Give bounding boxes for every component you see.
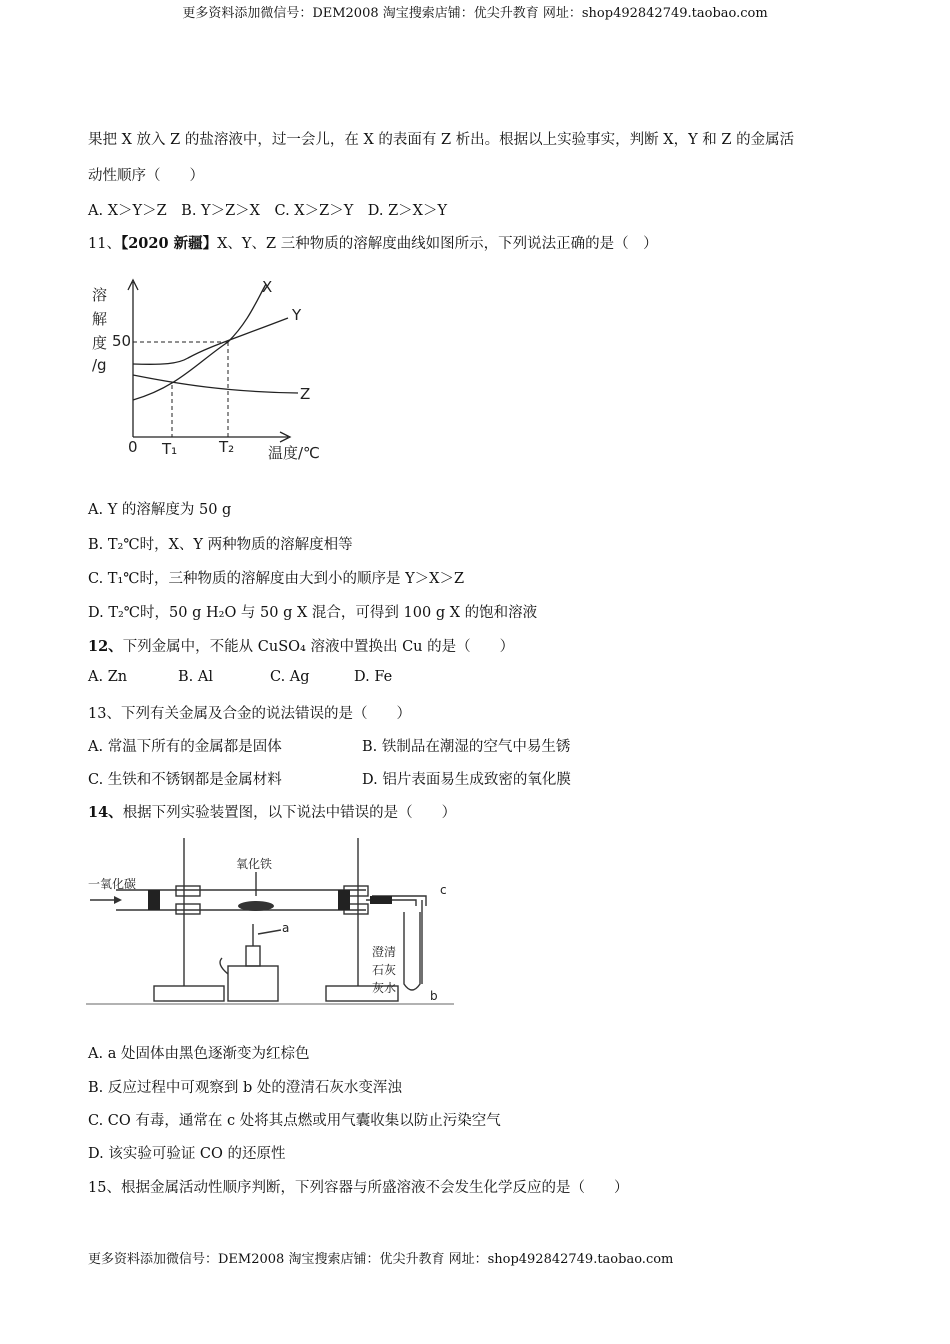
q12-number: 12、 (88, 638, 123, 655)
q14-option-a: A. a 处固体由黑色逐渐变为红棕色 (88, 1046, 310, 1062)
label-co: 一氧化碳 (88, 877, 137, 891)
label-c: c (440, 883, 447, 897)
connector (370, 896, 392, 904)
q10-options: A. X＞Y＞Z B. Y＞Z＞X C. X＞Z＞Y D. Z＞X＞Y (88, 203, 448, 219)
q12-option-d: D. Fe (354, 669, 393, 685)
q14-option-c: C. CO 有毒，通常在 c 处将其点燃或用气囊收集以防止污染空气 (88, 1113, 501, 1129)
q11-stem (88, 232, 658, 253)
xlabel: 温度/℃ (268, 444, 320, 462)
q13-option-d: D. 铝片表面易生成致密的氧化膜 (362, 772, 571, 788)
curve-y-label: Y (292, 306, 302, 324)
gas-arrow-head (114, 896, 122, 904)
q11-source: 【2020 新疆】 (120, 235, 218, 252)
stopper-right (338, 890, 350, 910)
q12-option-c: C. Ag (270, 669, 310, 685)
clamp-left (176, 886, 200, 896)
stand-left-base (154, 986, 224, 1001)
burner-body (228, 966, 278, 1001)
page-footer: 更多资料添加微信号：DEM2008 淘宝搜索店铺：优尖升教育 网址：shop492842749.taobao.com (88, 1252, 674, 1267)
clamp-left-2 (176, 904, 200, 914)
q14-number: 14、 (88, 804, 123, 821)
label-limewater-3: 灰水 (372, 981, 397, 995)
q15-stem: 15、根据金属活动性顺序判断，下列容器与所盛溶液不会发生化学反应的是（ ） (88, 1180, 629, 1196)
q14-option-d: D. 该实验可验证 CO 的还原性 (88, 1146, 286, 1162)
y-tick-50: 50 (112, 332, 132, 350)
q13-option-a: A. 常温下所有的金属都是固体 (88, 739, 282, 755)
q11-number: 11、 (88, 236, 121, 252)
q13-option-b: B. 铁制品在潮湿的空气中易生锈 (362, 739, 571, 755)
ylabel-1: 溶 (92, 286, 108, 304)
burner-neck (246, 946, 260, 966)
curve-y (133, 318, 288, 364)
label-limewater-1: 澄清 (372, 945, 397, 959)
q14-text: 根据下列实验装置图，以下说法中错误的是（ ） (122, 805, 457, 821)
solubility-chart (88, 272, 338, 472)
label-b: b (430, 989, 438, 1003)
q12-option-a: A. Zn (88, 669, 128, 685)
q11-option-b: B. T₂℃时，X、Y 两种物质的溶解度相等 (88, 537, 353, 553)
q13-option-c: C. 生铁和不锈钢都是金属材料 (88, 772, 282, 788)
q10-line2: 动性顺序（ ） (88, 168, 204, 184)
q11-option-a: A. Y 的溶解度为 50 g (88, 502, 232, 518)
q14-stem (88, 801, 456, 822)
q13-stem: 13、下列有关金属及合金的说法错误的是（ ） (88, 706, 411, 722)
q10-line1: 果把 X 放入 Z 的盐溶液中，过一会儿，在 X 的表面有 Z 析出。根据以上实验事实，判断 X，Y 和 Z 的金属活 (88, 132, 795, 148)
q12-stem (88, 635, 514, 656)
label-fe2o3: 氧化铁 (236, 857, 273, 871)
q12-option-b: B. Al (178, 669, 213, 685)
label-limewater-2: 石灰 (372, 963, 397, 977)
t2-label: T₂ (219, 438, 235, 456)
co-reduction-apparatus (86, 834, 454, 1008)
q12-text: 下列金属中，不能从 CuSO₄ 溶液中置换出 Cu 的是（ ） (122, 639, 515, 655)
iron-oxide-powder (238, 901, 274, 911)
origin-label: 0 (128, 438, 138, 456)
label-a-line (258, 930, 281, 934)
ylabel-3: 度 (92, 334, 108, 352)
page-header: 更多资料添加微信号：DEM2008 淘宝搜索店铺：优尖升教育 网址：shop492842749.taobao.com (182, 6, 768, 21)
q11-text: X、Y、Z 三种物质的溶解度曲线如图所示，下列说法正确的是（ ） (217, 236, 658, 252)
burner-handle (220, 958, 228, 974)
curve-z-label: Z (300, 385, 311, 403)
stopper-left (148, 890, 160, 910)
t1-label: T₁ (162, 440, 178, 458)
label-a: a (282, 921, 290, 935)
ylabel-2: 解 (92, 310, 108, 328)
q11-option-d: D. T₂℃时，50 g H₂O 与 50 g X 混合，可得到 100 g X 的饱和溶液 (88, 605, 538, 621)
test-tube (404, 912, 420, 990)
ylabel-4: /g (92, 356, 107, 374)
q11-option-c: C. T₁℃时，三种物质的溶解度由大到小的顺序是 Y＞X＞Z (88, 571, 465, 587)
q14-option-b: B. 反应过程中可观察到 b 处的澄清石灰水变浑浊 (88, 1080, 402, 1096)
curve-x-label: X (262, 278, 273, 296)
